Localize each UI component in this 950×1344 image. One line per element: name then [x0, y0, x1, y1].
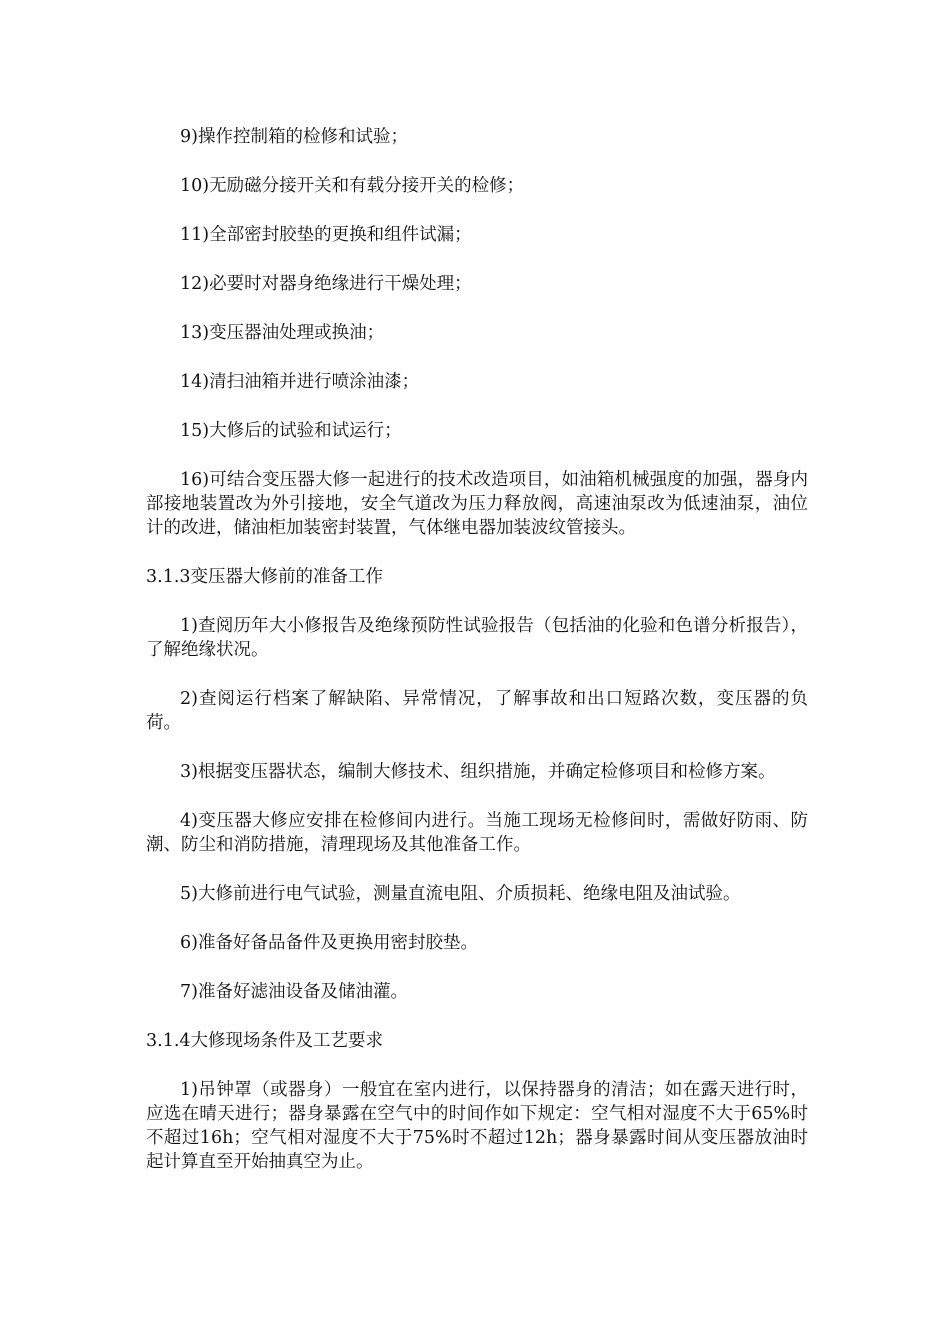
list-item: 1)查阅历年大小修报告及绝缘预防性试验报告（包括油的化验和色谱分析报告），了解绝缘状况。: [146, 616, 808, 660]
section-heading: 3.1.3变压器大修前的准备工作: [146, 567, 384, 587]
list-item: 15)大修后的试验和试运行；: [180, 421, 402, 441]
list-item: 11)全部密封胶垫的更换和组件试漏；: [180, 225, 472, 245]
section-heading: 3.1.4大修现场条件及工艺要求: [146, 1031, 384, 1051]
list-item: 10)无励磁分接开关和有载分接开关的检修；: [180, 176, 525, 196]
list-item: 3)根据变压器状态，编制大修技术、组织措施，并确定检修项目和检修方案。: [180, 762, 776, 782]
list-item: 12)必要时对器身绝缘进行干燥处理；: [180, 274, 472, 294]
list-item: 6)准备好备品备件及更换用密封胶垫。: [180, 933, 478, 953]
list-item: 4)变压器大修应安排在检修间内进行。当施工现场无检修间时，需做好防雨、防潮、防尘和消防措施，清理现场及其他准备工作。: [146, 811, 808, 855]
list-item: 13)变压器油处理或换油；: [180, 323, 385, 343]
list-item: 1)吊钟罩（或器身）一般宜在室内进行，以保持器身的清洁；如在露天进行时，应选在晴天进行；器身暴露在空气中的时间作如下规定：空气相对湿度不大于65%时不超过16h；空气相对湿度不大于75%时不超过12h；器身暴露时间从变压器放油时起计算直至开始抽真空为止。: [146, 1080, 808, 1172]
list-item: 2)查阅运行档案了解缺陷、异常情况，了解事故和出口短路次数，变压器的负荷。: [146, 689, 808, 733]
list-item: 9)操作控制箱的检修和试验；: [180, 127, 408, 147]
list-item: 14)清扫油箱并进行喷涂油漆；: [180, 372, 420, 392]
document-body: [146, 125, 808, 1199]
list-item: 5)大修前进行电气试验，测量直流电阻、介质损耗、绝缘电阻及油试验。: [180, 884, 741, 904]
list-item: 16)可结合变压器大修一起进行的技术改造项目，如油箱机械强度的加强，器身内部接地装置改为外引接地，安全气道改为压力释放阀，高速油泵改为低速油泵，油位计的改进，储油柜加装密封装置，气体继电器加装波纹管接头。: [146, 470, 808, 538]
list-item: 7)准备好滤油设备及储油灌。: [180, 982, 408, 1002]
